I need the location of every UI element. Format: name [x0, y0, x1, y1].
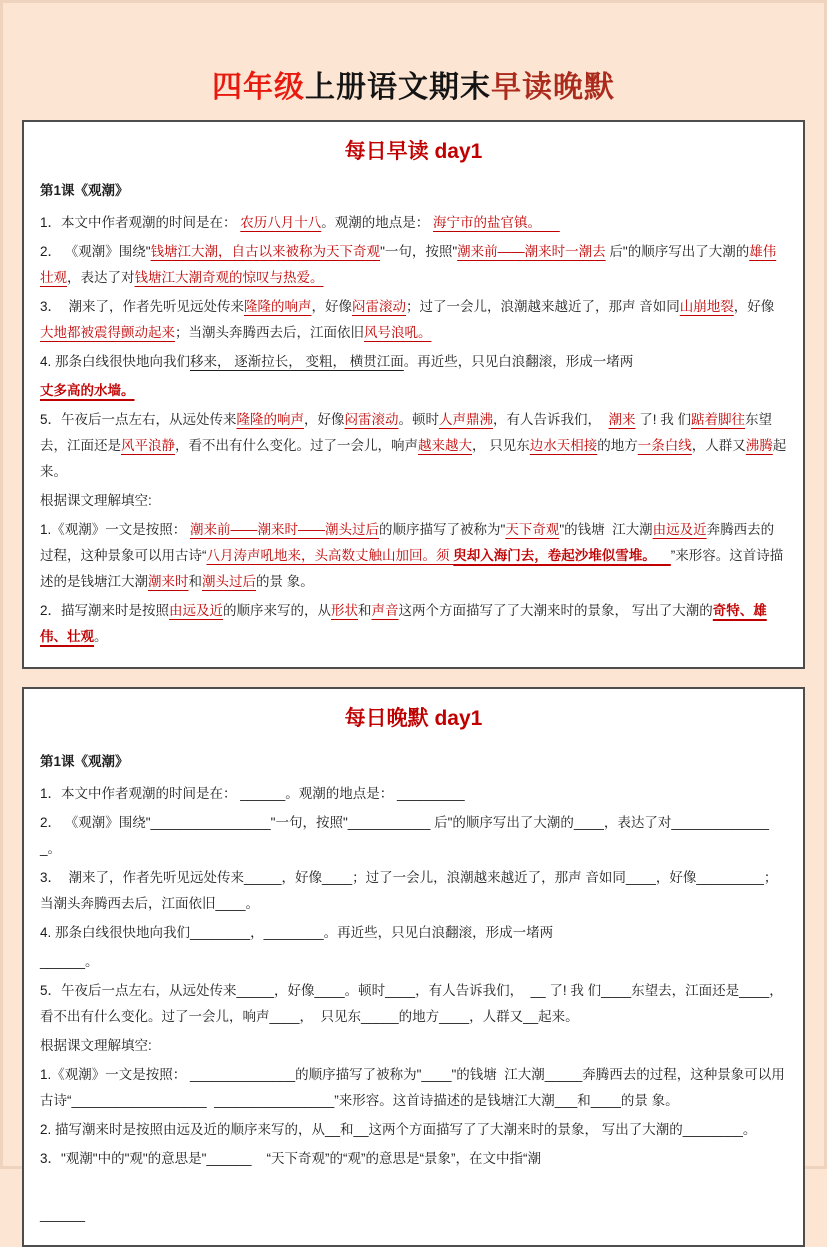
paragraph: [40, 488, 787, 514]
text-segment: 山崩地裂: [679, 299, 734, 314]
evening-lesson-heading: 第1课《观潮》: [40, 754, 129, 769]
text-segment: 天下奇观: [505, 522, 560, 537]
paragraph: [40, 1202, 787, 1228]
paragraph: [40, 949, 787, 975]
text-segment: 1.《观潮》一文是按照： ______________的顺序描写了被称为"____"的钱塘 江大潮_____奔腾西去的过程，这种景象可以用古诗“__________________ ________________”来形容。这首诗描述的是钱塘江大潮___和____的景 象。: [40, 1067, 785, 1108]
text-segment: 声音: [371, 603, 399, 618]
text-segment: 潮来前——潮来时一潮去: [457, 244, 606, 259]
text-segment: ______: [40, 1207, 86, 1222]
text-segment: 农历八月十八: [240, 215, 322, 230]
text-segment: 奇特、雄伟、壮观: [40, 603, 767, 644]
paragraph: [40, 598, 787, 650]
text-segment: 根据课文理解填空:: [40, 1038, 152, 1053]
paragraph: [40, 1033, 787, 1059]
text-segment: "的钱塘 江大潮: [559, 522, 653, 537]
paragraph: [40, 210, 787, 236]
paragraph: [40, 1062, 787, 1114]
paragraph: [40, 517, 787, 595]
paragraph: [40, 349, 787, 375]
text-segment: 潮来前——潮来时——潮头过后: [190, 522, 380, 537]
text-segment: 边水天相接: [529, 438, 598, 453]
text-segment: 隆隆的响声: [236, 412, 305, 427]
text-segment: "一句，按照": [380, 244, 458, 259]
paragraph: [40, 378, 787, 404]
text-segment: 的顺序描写了被称为": [379, 522, 506, 537]
text-segment: ，有人告诉我们，: [493, 412, 609, 427]
text-segment: 1.《观潮》一文是按照：: [40, 522, 191, 537]
text-segment: 3． 潮来了，作者先听见远处传来: [40, 299, 245, 314]
text-segment: 闷雷滚动: [352, 299, 407, 314]
text-segment: 2． 《观潮》围绕"________________"一句，按照"___________ 后"的顺序写出了大潮的____，表达了对______________。: [40, 815, 770, 856]
text-segment: 。: [94, 629, 108, 644]
text-segment: 隆隆的响声: [244, 299, 312, 314]
page-title: [0, 68, 827, 108]
paragraph: [40, 920, 787, 946]
text-segment: 的景 象。: [256, 574, 314, 589]
paragraph: [40, 239, 787, 291]
text-segment: 1．本文中作者观潮的时间是在： ______。观潮的地点是： _________: [40, 786, 465, 801]
text-segment: 钱塘江大潮奇观的惊叹与热爱。: [134, 270, 324, 285]
page-title-middle: 上册语文期末: [305, 71, 491, 104]
text-segment: 由远及近: [652, 522, 707, 537]
text-segment: 和: [358, 603, 372, 618]
paragraph: [40, 810, 787, 862]
paragraph: [40, 978, 787, 1030]
paragraph: [40, 1117, 787, 1143]
paragraph: [40, 294, 787, 346]
text-segment: 了! 我 们: [635, 412, 692, 427]
text-segment: 。顿时: [398, 412, 440, 427]
text-segment: 移来， 逐渐拉长， 变粗， 横贯江面: [190, 354, 404, 369]
text-segment: 钱塘江大潮，自古以来被称为天下奇观: [150, 244, 381, 259]
paragraph: [40, 865, 787, 917]
text-segment: 的顺序来写的，从: [223, 603, 332, 618]
text-segment: 闷雷滚动: [344, 412, 399, 427]
text-segment: 4. 那条白线很快地向我们: [40, 354, 191, 369]
text-segment: 2. 描写潮来时是按照由远及近的顺序来写的，从__和__这两个方面描写了了大潮来时的景象， 写出了大潮的________。: [40, 1122, 757, 1137]
evening-dictation-section: [22, 687, 805, 1247]
text-segment: 根据课文理解填空:: [40, 493, 152, 508]
morning-lesson-heading: 第1课《观潮》: [40, 183, 129, 198]
text-segment: 2． 《观潮》围绕": [40, 244, 151, 259]
text-segment: 奔腾西去的过程，这种景象可以用古诗“: [40, 522, 775, 563]
morning-paragraph-list: [40, 210, 787, 650]
text-segment: 和: [188, 574, 202, 589]
text-segment: 这两个方面描写了了大潮来时的景象， 写出了大潮的: [398, 603, 713, 618]
text-segment: 臾却入海门去，卷起沙堆似雪堆。: [453, 548, 671, 563]
text-segment: 潮头过后: [202, 574, 256, 589]
text-segment: ， 只见东: [472, 438, 530, 453]
paragraph: [40, 1146, 787, 1172]
text-segment: 形状: [331, 603, 359, 618]
evening-paragraph-list: [40, 781, 787, 1228]
text-segment: 风号浪吼。: [364, 325, 432, 340]
paragraph: [40, 781, 787, 807]
evening-section-title: 每日晚默 day1: [344, 707, 483, 730]
text-segment: ，好像: [733, 299, 775, 314]
text-segment: 潮来: [608, 412, 636, 427]
text-segment: ；当潮头奔腾西去后，江面依旧: [175, 325, 364, 340]
text-segment: 大地都被震得颤动起来: [40, 325, 175, 340]
paragraph: [40, 407, 787, 485]
text-segment: 雄伟壮观: [40, 244, 777, 285]
text-segment: 3． 潮来了，作者先听见远处传来_____，好像____；过了一会儿，浪潮越来越近了，那声 音如同____，好像_________；当潮头奔腾西去后，江面依旧____。: [40, 870, 778, 911]
text-segment: 风平浪静: [121, 438, 175, 453]
text-segment: ，好像: [311, 299, 353, 314]
text-segment: ______。: [40, 954, 99, 969]
text-segment: 丈多高的水墙。: [40, 383, 135, 398]
text-segment: 3．"观潮"中的"观"的意思是"______ “天下奇观”的“观”的意思是“景象”，在文中指“潮: [40, 1151, 541, 1166]
text-segment: ，表达了对: [67, 270, 135, 285]
text-segment: 5．午夜后一点左右，从远处传来: [40, 412, 237, 427]
text-segment: 1．本文中作者观潮的时间是在：: [40, 215, 241, 230]
page-title-grade: 四年级: [212, 71, 305, 104]
text-segment: 潮来时: [148, 574, 189, 589]
text-segment: ；过了一会儿，浪潮越来越近了，那声 音如同: [406, 299, 680, 314]
text-segment: ，看不出有什么变化。过了一会儿，响声: [175, 438, 418, 453]
text-segment: 。观潮的地点是：: [321, 215, 434, 230]
text-segment: 的地方: [597, 438, 638, 453]
morning-section-title: 每日早读 day1: [344, 140, 483, 163]
text-segment: 沸腾: [745, 438, 773, 453]
text-segment: 一条白线: [637, 438, 692, 453]
text-segment: 八月涛声吼地来，头高数丈触山加回。须: [206, 548, 454, 563]
text-segment: 由远及近: [169, 603, 224, 618]
text-segment: 越来越大: [418, 438, 472, 453]
morning-reading-section: [22, 120, 805, 669]
page-title-accent: 早读晚默: [491, 71, 615, 104]
text-segment: 人声鼎沸: [439, 412, 494, 427]
text-segment: 。再近些，只见白浪翻滚，形成一堵两: [403, 354, 634, 369]
text-segment: 东望去，江面还是: [40, 412, 773, 453]
text-segment: 后"的顺序写出了大潮的: [605, 244, 750, 259]
text-segment: 5．午夜后一点左右，从远处传来_____，好像____。顿时____，有人告诉我们， __ 了! 我 们____东望去，江面还是____，看不出有什么变化。过了一会儿，响声____， 只见东_____的地方____，人群又__起来。: [40, 983, 783, 1024]
text-segment: 4. 那条白线很快地向我们________，________。再近些，只见白浪翻滚，形成一堵两: [40, 925, 554, 940]
text-segment: 2．描写潮来时是按照: [40, 603, 170, 618]
text-segment: ”来形容。这首诗描述的是钱塘江大潮: [40, 548, 784, 589]
text-segment: 起来。: [40, 438, 787, 479]
text-segment: ，人群又: [691, 438, 746, 453]
text-segment: ，好像: [304, 412, 345, 427]
text-segment: 踮着脚往: [691, 412, 746, 427]
text-segment: 海宁市的盐官镇。: [433, 215, 560, 230]
